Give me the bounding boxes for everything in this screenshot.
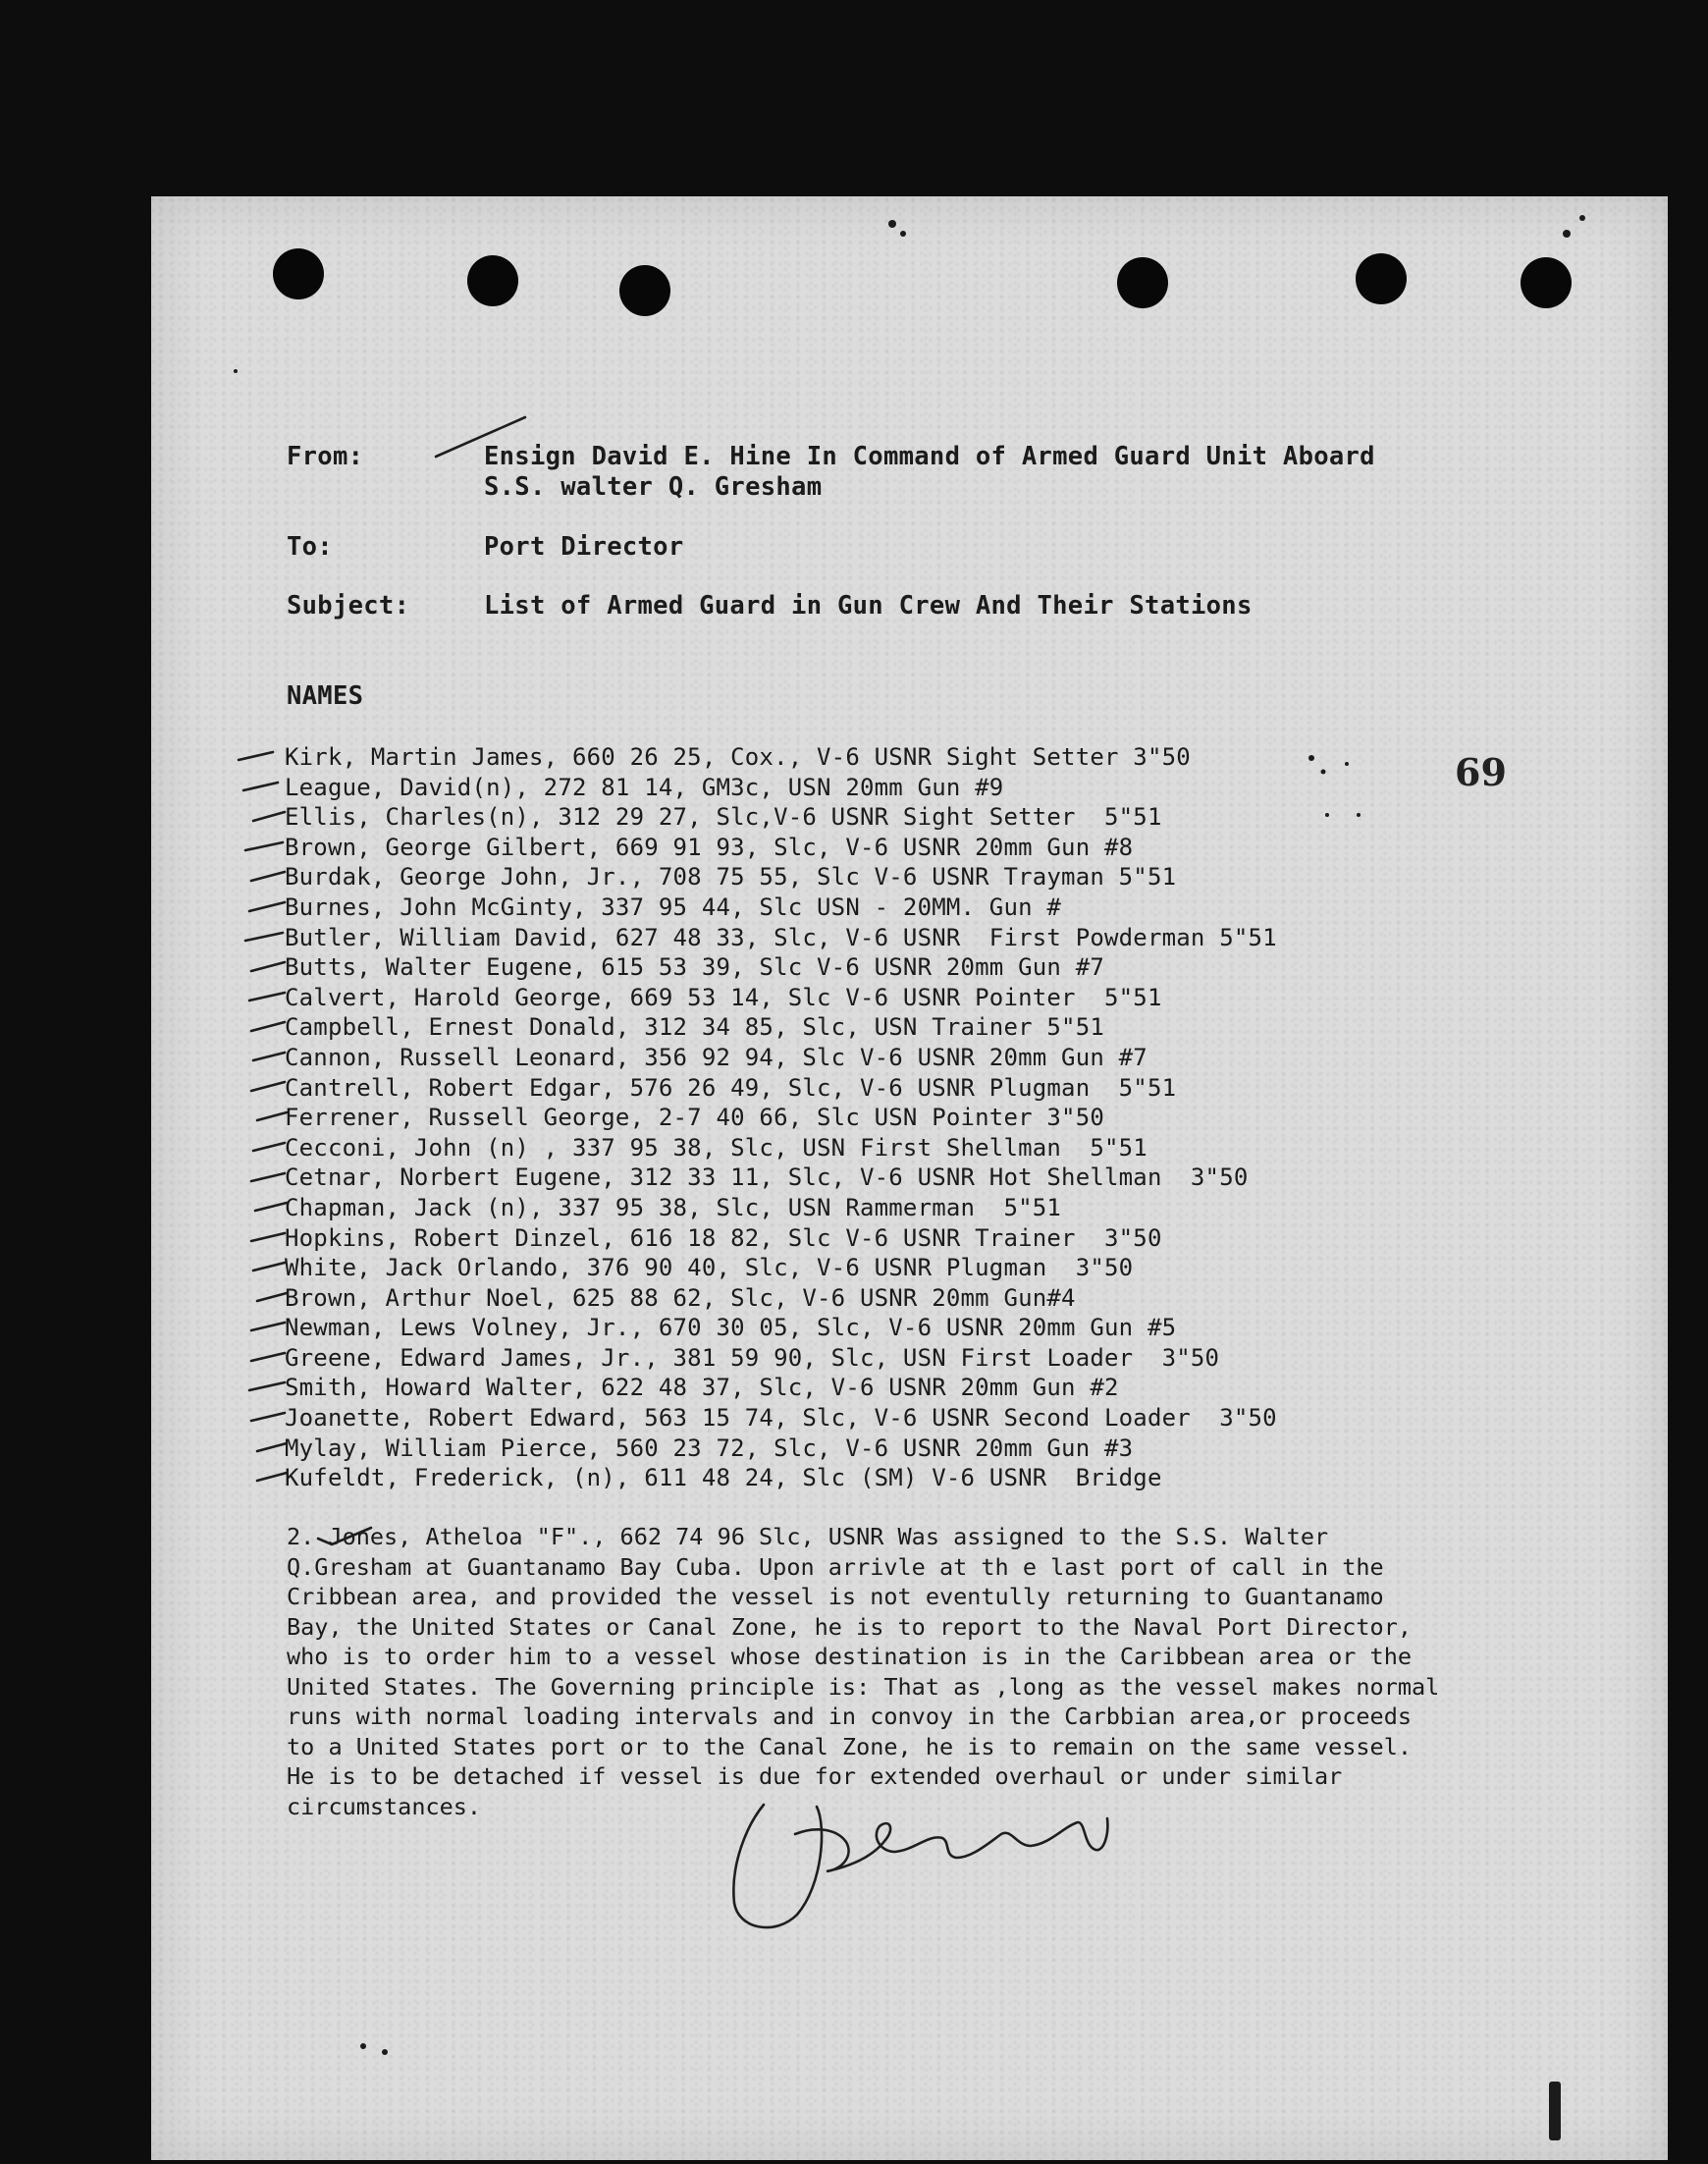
check-mark-icon xyxy=(239,752,273,760)
roster-entry: Ellis, Charles(n), 312 29 27, Slc,V-6 USNR Sight Setter 5"51 xyxy=(285,803,1162,832)
signature-icon xyxy=(733,1805,1107,1927)
ink-speck xyxy=(1357,813,1361,817)
check-mark-icon xyxy=(251,1353,285,1361)
check-mark-icon xyxy=(251,1082,285,1091)
roster-entry: Greene, Edward James, Jr., 381 59 90, Slc, USN First Loader 3"50 xyxy=(285,1343,1220,1372)
roster-entry: Campbell, Ernest Donald, 312 34 85, Slc, USN Trainer 5"51 xyxy=(285,1013,1105,1042)
page-number: 69 xyxy=(1455,750,1507,794)
check-mark-icon xyxy=(255,1203,287,1211)
check-mark-icon xyxy=(249,993,285,1001)
check-mark-icon xyxy=(257,1473,287,1481)
ink-speck xyxy=(382,2049,388,2055)
roster-entry: Joanette, Robert Edward, 563 15 74, Slc, V-6 USNR Second Loader 3"50 xyxy=(285,1404,1277,1433)
check-mark-icon xyxy=(243,783,278,790)
check-mark-icon xyxy=(251,1233,285,1241)
roster-entry: Chapman, Jack (n), 337 95 38, Slc, USN Rammerman 5"51 xyxy=(285,1193,1062,1221)
from-line-2: S.S. walter Q. Gresham xyxy=(484,472,823,502)
names-heading: NAMES xyxy=(287,681,364,711)
paragraph-line: to a United States port or to the Canal Zone, he is to remain on the same vessel. xyxy=(287,1732,1413,1760)
roster-entry: Cannon, Russell Leonard, 356 92 94, Slc V-6 USNR 20mm Gun #7 xyxy=(285,1043,1148,1071)
roster-entry: League, David(n), 272 81 14, GM3c, USN 20mm Gun #9 xyxy=(285,773,1004,801)
roster-entry: Newman, Lews Volney, Jr., 670 30 05, Slc, V-6 USNR 20mm Gun #5 xyxy=(285,1314,1177,1342)
ink-speck xyxy=(1549,2082,1561,2140)
roster-entry: Cecconi, John (n) , 337 95 38, Slc, USN First Shellman 5"51 xyxy=(285,1133,1148,1162)
paragraph-line: who is to order him to a vessel whose destination is in the Caribbean area or the xyxy=(287,1643,1413,1670)
roster-entry: Smith, Howard Walter, 622 48 37, Slc, V-6 USNR 20mm Gun #2 xyxy=(285,1374,1119,1402)
ink-speck xyxy=(1308,755,1314,761)
paragraph-line: Cribbean area, and provided the vessel is not eventully returning to Guantanamo xyxy=(287,1583,1384,1610)
paragraph-line: He is to be detached if vessel is due for extended overhaul or under similar xyxy=(287,1762,1343,1790)
paragraph-line: Q.Gresham at Guantanamo Bay Cuba. Upon arrivle at th e last port of call in the xyxy=(287,1552,1384,1581)
check-mark-icon xyxy=(253,812,285,821)
roster-entry: Brown, Arthur Noel, 625 88 62, Slc, V-6 USNR 20mm Gun#4 xyxy=(285,1283,1076,1312)
check-mark-icon xyxy=(251,1323,285,1330)
ink-speck xyxy=(888,220,896,228)
paragraph-line: circumstances. xyxy=(287,1792,482,1820)
to-value: Port Director xyxy=(484,532,684,562)
check-mark-icon xyxy=(251,962,285,971)
ink-speck xyxy=(360,2043,366,2049)
check-mark-icon xyxy=(249,1382,285,1390)
check-mark-icon xyxy=(253,1143,285,1151)
roster-entry: Brown, George Gilbert, 669 91 93, Slc, V-6 USNR 20mm Gun #8 xyxy=(285,833,1134,861)
roster-entry: Mylay, William Pierce, 560 23 72, Slc, V-6 USNR 20mm Gun #3 xyxy=(285,1434,1134,1462)
ink-speck xyxy=(234,369,238,373)
check-mark-icon xyxy=(318,1528,371,1544)
roster-entry: Burnes, John McGinty, 337 95 44, Slc USN - 20MM. Gun # xyxy=(285,893,1062,921)
check-mark-icon xyxy=(245,842,283,850)
roster-entry: Hopkins, Robert Dinzel, 616 18 82, Slc V-6 USNR Trainer 3"50 xyxy=(285,1223,1162,1252)
ink-speck xyxy=(1325,813,1329,817)
roster-entry: Kufeldt, Frederick, (n), 611 48 24, Slc (SM) V-6 USNR Bridge xyxy=(285,1464,1162,1492)
check-mark-icon xyxy=(436,417,525,457)
to-label: To: xyxy=(287,532,333,562)
roster-entry: White, Jack Orlando, 376 90 40, Slc, V-6 USNR Plugman 3"50 xyxy=(285,1254,1134,1282)
paragraph-line: Bay, the United States or Canal Zone, he is to report to the Naval Port Director, xyxy=(287,1612,1413,1641)
check-mark-icon xyxy=(251,1173,285,1181)
check-mark-icon xyxy=(251,1022,285,1031)
paragraph-line: 2. Jones, Atheloa "F"., 662 74 96 Slc, USNR Was assigned to the S.S. Walter xyxy=(287,1523,1329,1550)
check-mark-icon xyxy=(257,1293,287,1301)
ink-speck xyxy=(1345,762,1349,766)
roster-entry: Kirk, Martin James, 660 26 25, Cox., V-6 USNR Sight Setter 3"50 xyxy=(285,743,1191,771)
ink-speck xyxy=(1579,215,1585,221)
check-mark-icon xyxy=(245,933,283,941)
check-mark-icon xyxy=(251,872,285,881)
paragraph-line: runs with normal loading intervals and in convoy in the Carbbian area,or proceeds xyxy=(287,1703,1413,1730)
ink-speck xyxy=(900,231,906,237)
paragraph-line: United States. The Governing principle is: That as ,long as the vessel makes normal xyxy=(287,1672,1440,1701)
check-mark-icon xyxy=(257,1112,287,1120)
check-mark-icon xyxy=(253,1263,285,1271)
ink-speck xyxy=(1321,770,1326,775)
check-mark-icon xyxy=(253,1053,285,1060)
subject-value: List of Armed Guard in Gun Crew And Their Stations xyxy=(484,591,1253,621)
roster-entry: Butler, William David, 627 48 33, Slc, V-6 USNR First Powderman 5"51 xyxy=(285,923,1277,951)
check-mark-icon xyxy=(251,1413,285,1421)
ink-speck xyxy=(1563,230,1571,238)
from-label: From: xyxy=(287,442,364,471)
roster-entry: Butts, Walter Eugene, 615 53 39, Slc V-6 USNR 20mm Gun #7 xyxy=(285,953,1105,982)
roster-entry: Cetnar, Norbert Eugene, 312 33 11, Slc, V-6 USNR Hot Shellman 3"50 xyxy=(285,1163,1249,1192)
roster-entry: Cantrell, Robert Edgar, 576 26 49, Slc, V-6 USNR Plugman 5"51 xyxy=(285,1073,1177,1102)
roster-entry: Ferrener, Russell George, 2-7 40 66, Slc USN Pointer 3"50 xyxy=(285,1104,1105,1132)
check-mark-icon xyxy=(257,1443,287,1451)
check-mark-icon xyxy=(249,902,285,911)
roster-entry: Calvert, Harold George, 669 53 14, Slc V-6 USNR Pointer 5"51 xyxy=(285,983,1162,1011)
roster-entry: Burdak, George John, Jr., 708 75 55, Slc V-6 USNR Trayman 5"51 xyxy=(285,863,1177,892)
subject-label: Subject: xyxy=(287,591,410,621)
from-line-1: Ensign David E. Hine In Command of Armed Guard Unit Aboard xyxy=(484,442,1375,471)
